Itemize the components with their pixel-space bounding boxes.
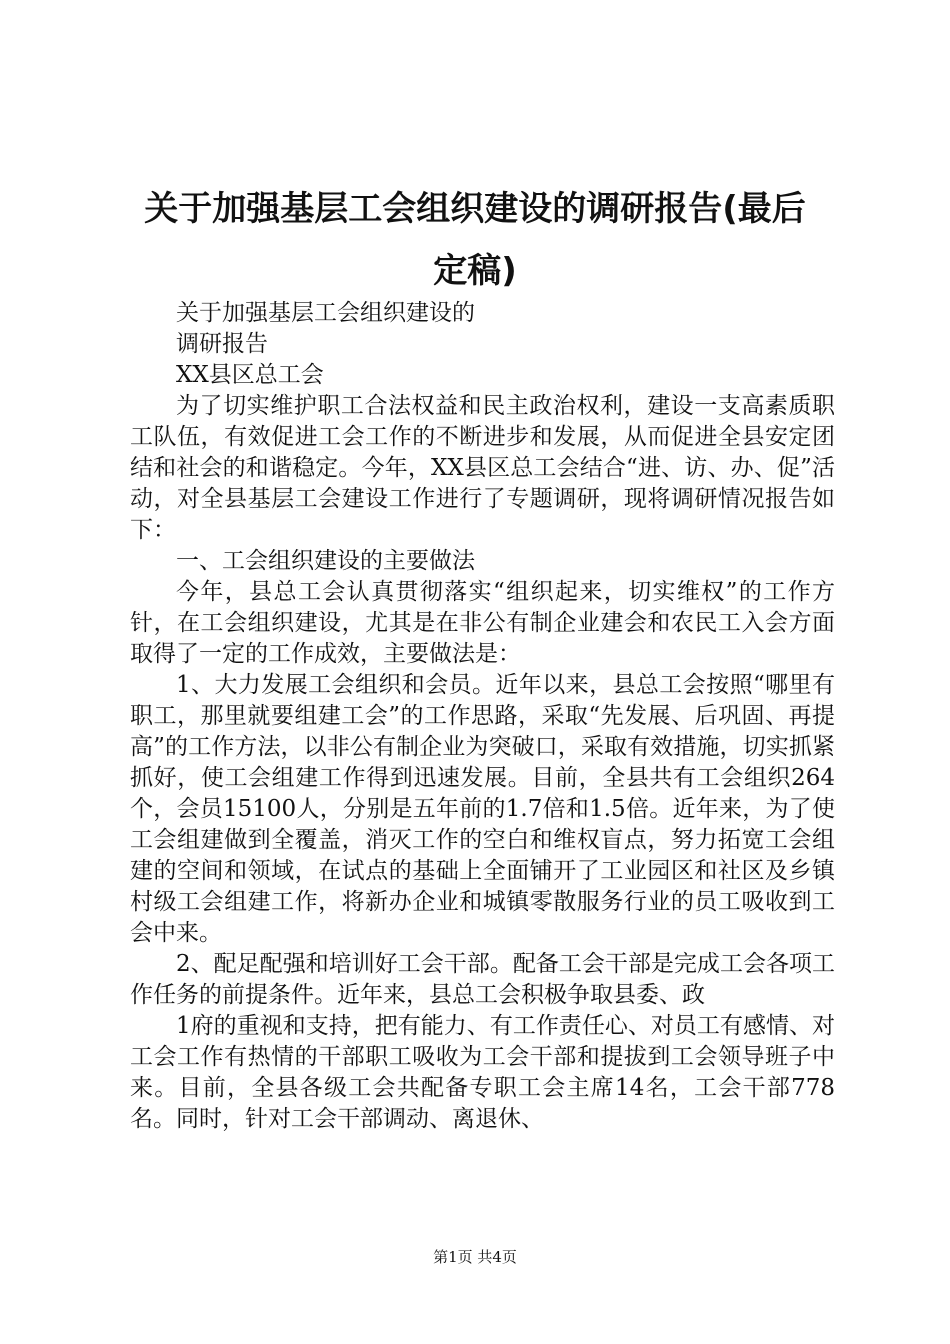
page-footer: 第1页 共4页 <box>433 1248 517 1266</box>
paragraph-intro: 为了切实维护职工合法权益和民主政治权利，建设一支高素质职工队伍，有效促进工会工作的不断进步和发展，从而促进全县安定团结和社会的和谐稳定。今年，XX县区总工会结合“进、访、办、促”活动，对全县基层工会建设工作进行了专题调研，现将调研情况报告如下： <box>130 393 835 543</box>
paragraph-item-2: 2、配足配强和培训好工会干部。配备工会干部是完成工会各项工作任务的前提条件。近年来，县总工会积极争取县委、政 <box>130 951 835 1008</box>
document-body <box>130 298 835 1135</box>
paragraph-section-intro: 今年，县总工会认真贯彻落实“组织起来，切实维权”的工作方针，在工会组织建设，尤其是在非公有制企业建会和农民工入会方面取得了一定的工作成效，主要做法是： <box>130 579 835 667</box>
title-line-2: 定稿) <box>433 251 517 291</box>
paragraph-subtitle-2: 调研报告 <box>176 331 268 357</box>
document-title <box>110 178 840 302</box>
paragraph-author: XX县区总工会 <box>176 362 324 388</box>
section-heading: 一、工会组织建设的主要做法 <box>176 548 475 574</box>
paragraph-item-1: 1、大力发展工会组织和会员。近年以来，县总工会按照“哪里有职工，那里就要组建工会”的工作思路，采取“先发展、后巩固、再提高”的工作方法，以非公有制企业为突破口，采取有效措施，切实抓紧抓好，使工会组建工作得到迅速发展。目前，全县共有工会组织264个，会员15100人，分别是五年前的1.7倍和1.5倍。近年来，为了使工会组建做到全覆盖，消灭工作的空白和维权盲点，努力拓宽工会组建的空间和领域，在试点的基础上全面铺开了工业园区和社区及乡镇村级工会组建工作，将新办企业和城镇零散服务行业的员工吸收到工会中来。 <box>130 672 835 946</box>
title-line-1: 关于加强基层工会组织建设的调研报告(最后 <box>144 189 806 229</box>
paragraph-continued: 1府的重视和支持，把有能力、有工作责任心、对员工有感情、对工会工作有热情的干部职工吸收为工会干部和提拔到工会领导班子中来。目前，全县各级工会共配备专职工会主席14名，工会干部778名。同时，针对工会干部调动、离退休、 <box>130 1013 835 1132</box>
paragraph-subtitle-1: 关于加强基层工会组织建设的 <box>176 300 475 326</box>
